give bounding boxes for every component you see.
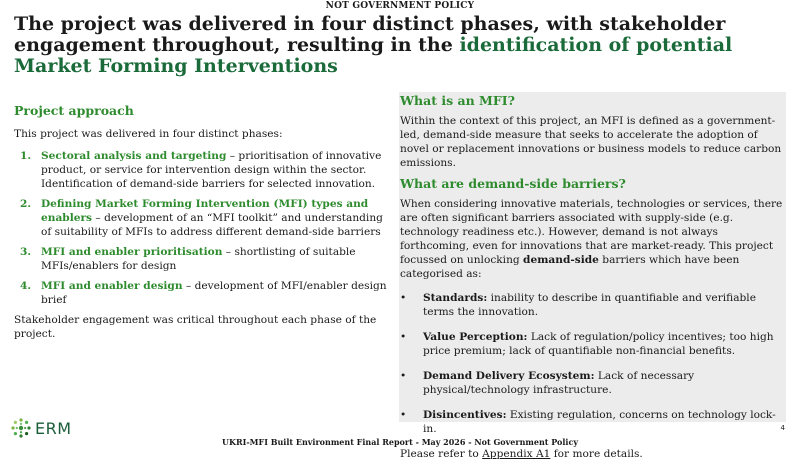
phase-title: Defining Market Forming Intervention (MFI) types and enablers [41,198,369,224]
project-approach-section [14,104,394,341]
appendix-note-post: for more details. [550,448,643,460]
project-approach-intro: This project was delivered in four distinct phases: [14,128,283,140]
bullet-icon: • [400,292,407,304]
barriers-text-part2: barriers which have been categorised as: [400,254,740,280]
phase-title: MFI and enabler prioritisation [41,246,223,258]
phase-number: 1. [20,150,32,162]
appendix-note-pre: Please refer to [400,448,483,460]
page-footer: UKRI-MFI Built Environment Final Report - May 2026 - Not Government Policy [222,437,578,447]
phase-item [14,149,394,191]
demand-side-barriers-text [400,197,785,281]
phase-number: 4. [20,280,32,292]
barrier-item [400,291,785,319]
barrier-list [400,291,785,436]
phase-title: Sectoral analysis and targeting [41,150,227,162]
project-approach-closing: Stakeholder engagement was critical throughout each phase of the project. [14,314,377,340]
barrier-title: Standards: [423,292,488,304]
appendix-note [400,447,785,461]
appendix-a1-link[interactable]: Appendix A1 [482,448,551,460]
classification-banner: NOT GOVERNMENT POLICY [325,1,475,11]
project-approach-heading: Project approach [14,103,134,118]
demand-side-barriers-heading: What are demand-side barriers? [400,176,626,191]
barrier-title: Demand Delivery Ecosystem: [423,370,595,382]
barrier-description: Lack of necessary physical/technology infrastructure. [423,370,695,396]
phase-description: – shortlisting of suitable MFIs/enablers for design [41,246,356,272]
phase-title: MFI and enabler design [41,280,183,292]
title-text: The project was delivered in four distinct phases, with stakeholder engagement throughout, resulting in the [14,13,726,56]
barrier-title: Value Perception: [423,331,528,343]
phase-list [14,149,394,307]
erm-logo-text: ERM [35,418,72,438]
barrier-item [400,408,785,436]
phase-description: – development of MFI/enabler design brief [41,280,387,306]
phase-item [14,245,394,273]
mfi-definition: Within the context of this project, an MFI is defined as a government-led, demand-side measure that seeks to accelerate the adoption of novel or replacement innovations or business models to reduce carbon emissions. [400,115,782,169]
barrier-description: inability to describe in quantifiable and verifiable terms the innovation. [423,292,756,318]
barrier-title: Disincentives: [423,409,507,421]
barrier-item [400,330,785,358]
title-accent-text: identification of potential Market Forming Interventions [14,34,733,77]
phase-number: 2. [20,198,32,210]
erm-logo [10,417,72,439]
barrier-description: Lack of regulation/policy incentives; too high price premium; lack of quantifiable non-financial benefits. [423,331,774,357]
phase-number: 3. [20,246,32,258]
barriers-text-part1: When considering innovative materials, technologies or services, there are often significant barriers associated with supply-side (e.g. technology readiness etc.). However, demand is not always forthcoming, even for innovations that are market-ready. This project focussed on unlocking [400,198,783,266]
barrier-item [400,369,785,397]
page-title [14,14,784,77]
bullet-icon: • [400,370,407,382]
barrier-description: Existing regulation, concerns on technology lock-in. [423,409,776,435]
phase-item [14,279,394,307]
phase-description: – development of an “MFI toolkit” and understanding of suitability of MFIs to address different demand-side barriers [41,212,383,238]
bullet-icon: • [400,409,407,421]
erm-dots-logo-icon [10,417,32,439]
phase-description: – prioritisation of innovative product, or service for intervention design within the sector. Identification of demand-side barriers for selected innovation. [41,150,382,190]
phase-item [14,197,394,239]
page-number: 4 [780,424,785,432]
bullet-icon: • [400,331,407,343]
barriers-text-bold: demand-side [523,254,599,266]
what-is-mfi-heading: What is an MFI? [400,93,515,108]
